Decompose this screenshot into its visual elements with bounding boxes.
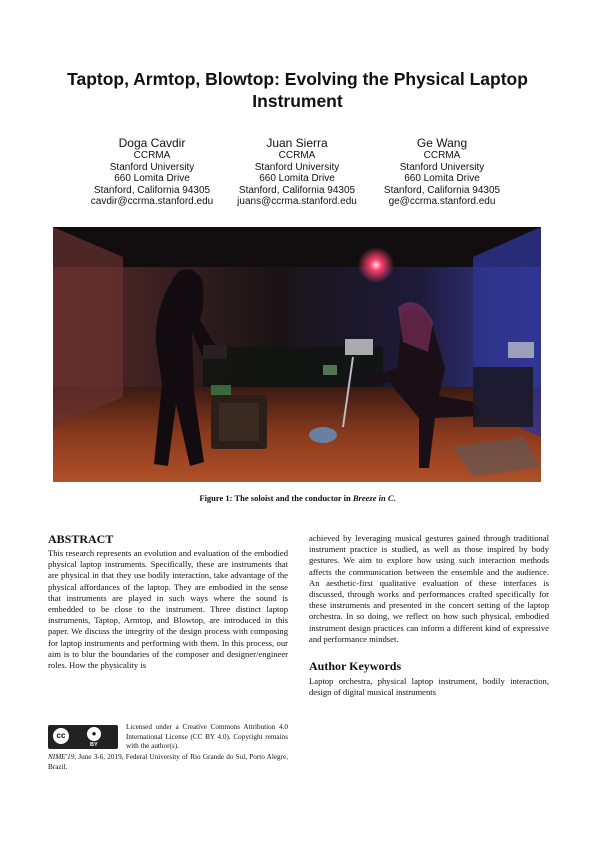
venue-name: NIME'19, bbox=[48, 753, 77, 761]
caption-title: Breeze in C bbox=[352, 493, 394, 503]
author-university: Stanford University bbox=[109, 161, 195, 173]
author-name: Juan Sierra bbox=[266, 136, 328, 150]
title-line-1: Taptop, Armtop, Blowtop: Evolving the Physical Laptop bbox=[67, 69, 528, 89]
author-city: Stanford, California 94305 bbox=[383, 184, 501, 196]
caption-suffix: . bbox=[393, 493, 396, 503]
author-street: 660 Lomita Drive bbox=[259, 173, 335, 184]
author-city: Stanford, California 94305 bbox=[93, 184, 211, 196]
venue-text bbox=[48, 753, 288, 772]
abstract-text: This research represents an evolution and evaluation of the embodied physical laptop instruments. Specifically, these are instruments that are physical in that they use bodily interaction, take advantage of the physical affordances of the laptop. They are embodied in the sense that instruments are played in such ways where the sound is embedded to be close to the instrument. Three distinct laptop instruments, Taptop, Armtop, and Blowtop, are introduced in this paper. We discuss the integrity of the design process with composing for laptop instruments and performing with them. In this process, our aim is to blur the boundaries of the composer and designer/engineer roles. How the physicality is bbox=[48, 548, 288, 671]
person-icon: ● bbox=[86, 726, 102, 742]
figure-caption bbox=[40, 493, 555, 503]
author-street: 660 Lomita Drive bbox=[114, 173, 190, 184]
author-email[interactable]: juans@ccrma.stanford.edu bbox=[237, 196, 357, 207]
cc-icon: cc bbox=[52, 727, 70, 745]
abstract-continued: achieved by leveraging musical gestures gained through traditional instrument practice is studied, as well as those inspired by body gestures. We aim to explore how using such interaction methods affects the communication between the ensemble and the audience. An aesthetic-first qualitative evaluation of these interfaces is discussed, through works and performances crafted specifically for these instruments and presented in the concert setting of the laptop orchestra. In so doing, we reflect on how such physical, embodied instrument design practices can inform a different kind of expressive and performance mindset. bbox=[309, 533, 549, 644]
cc-license-badge[interactable] bbox=[48, 725, 118, 749]
author-dept: CCRMA bbox=[133, 150, 171, 161]
author-city: Stanford, California 94305 bbox=[238, 184, 356, 196]
author-name: Ge Wang bbox=[416, 136, 468, 150]
license-text: Licensed under a Creative Commons Attribution 4.0 International License (CC BY 4.0). Copyright remains with the author(s). bbox=[126, 723, 288, 751]
author-name: Doga Cavdir bbox=[118, 136, 186, 150]
by-label: BY bbox=[90, 742, 98, 748]
author-email[interactable]: cavdir@ccrma.stanford.edu bbox=[90, 196, 214, 207]
paper-title bbox=[40, 68, 555, 112]
author-dept: CCRMA bbox=[423, 150, 461, 161]
keywords-text: Laptop orchestra, physical laptop instrument, bodily interaction, design of digital musical instruments bbox=[309, 676, 549, 698]
author-street: 660 Lomita Drive bbox=[404, 173, 480, 184]
title-line-2: Instrument bbox=[252, 91, 343, 111]
author-dept: CCRMA bbox=[278, 150, 316, 161]
author-university: Stanford University bbox=[399, 161, 485, 173]
author-email[interactable]: ge@ccrma.stanford.edu bbox=[388, 196, 496, 207]
venue-details: June 3-6, 2019, Federal University of Rio Grande do Sul, Porto Alegre, Brazil. bbox=[48, 753, 288, 771]
abstract-heading: ABSTRACT bbox=[48, 532, 114, 546]
author-block-3 bbox=[357, 136, 527, 208]
keywords-heading: Author Keywords bbox=[309, 659, 402, 673]
caption-prefix: Figure 1: The soloist and the conductor in bbox=[199, 493, 353, 503]
author-university: Stanford University bbox=[254, 161, 340, 173]
figure-photo bbox=[53, 227, 541, 482]
